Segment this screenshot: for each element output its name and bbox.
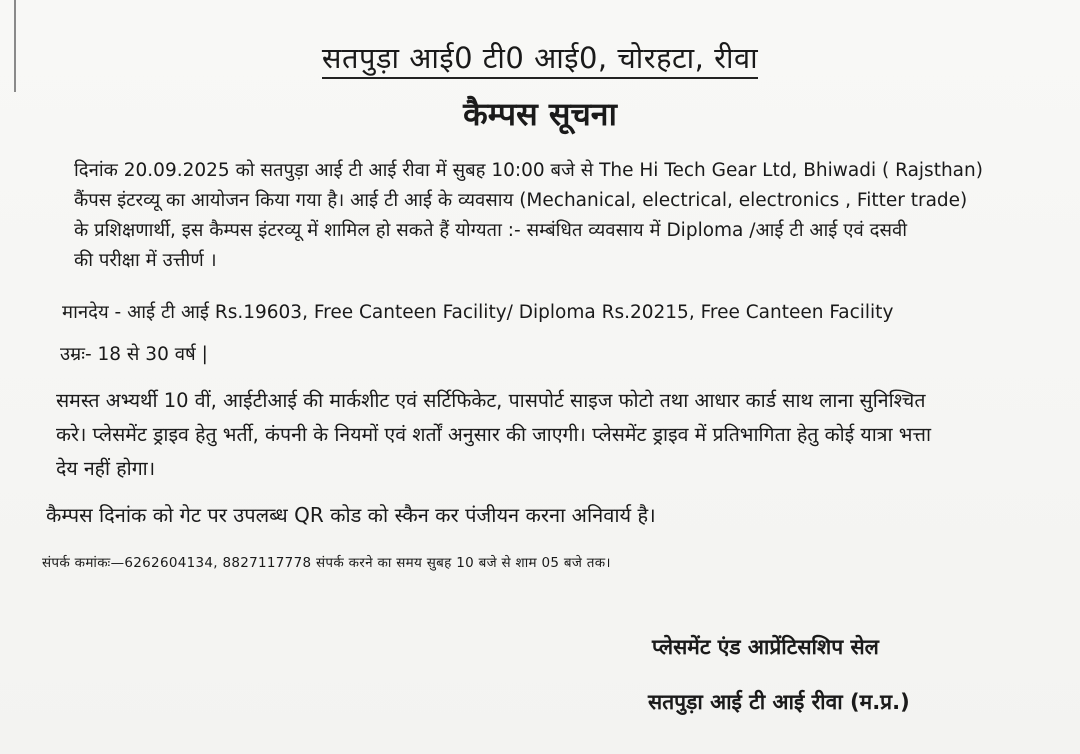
paragraph-line: देय नहीं होगा।	[56, 457, 156, 480]
paragraph-line: करे। प्लेसमेंट ड्राइव हेतु भर्ती, कंपनी के नियमों एवं शर्तों अनुसार की जाएगी। प्लेसमेंट ड्राइव में प्रतिभागिता हेतु कोई यात्रा भत्ता	[56, 423, 932, 446]
paragraph-line: दिनांक 20.09.2025 को सतपुड़ा आई टी आई रीवा में सुबह 10:00 बजे से The Hi Tech Gear Ltd, Bhiwadi ( Rajsthan)	[74, 160, 983, 181]
qr-registration-note: कैम्पस दिनांक को गेट पर उपलब्ध QR कोड को स्कैन कर पंजीयन करना अनिवार्य है।	[46, 503, 656, 527]
paragraph-line: की परीक्षा में उत्तीर्ण ।	[74, 250, 217, 271]
institute-header	[0, 38, 1080, 77]
paragraph-line: कैंपस इंटरव्यू का आयोजन किया गया है। आई टी आई के व्यवसाय (Mechanical, electrical, electronics , Fitter trade)	[74, 190, 968, 211]
paragraph-line: के प्रशिक्षणार्थी, इस कैम्पस इंटरव्यू में शामिल हो सकते हैं योग्यता :- सम्बंधित व्यवसाय में Diploma /आई टी आई एवं दसवी	[74, 220, 908, 241]
notice-title: कैम्पस सूचना	[463, 95, 617, 133]
institute-header-text: सतपुड़ा आई0 टी0 आई0, चोरहटा, रीवा	[322, 41, 758, 79]
age-limit-line: उम्रः- 18 से 30 वर्ष |	[60, 344, 208, 365]
stipend-line: मानदेय - आई टी आई Rs.19603, Free Canteen Facility/ Diploma Rs.20215, Free Canteen Facility	[62, 302, 894, 323]
documents-paragraph	[56, 384, 931, 486]
contact-line: संपर्क कमांकः—6262604134, 8827117778 संपर्क करने का समय सुबह 10 बजे से शाम 05 बजे तक।	[42, 555, 611, 571]
paragraph-line: समस्त अभ्यर्थी 10 वीं, आईटीआई की मार्कशीट एवं सर्टिफिकेट, पासपोर्ट साइज फोटो तथा आधार कार्ड साथ लाना सुनिश्चित	[56, 389, 926, 412]
signature-cell: प्लेसमेंट एंड आप्रेंटिसशिप सेल	[652, 635, 879, 659]
signature-institute: सतपुड़ा आई टी आई रीवा (म.प्र.)	[648, 690, 910, 714]
drive-details-paragraph	[74, 156, 983, 276]
